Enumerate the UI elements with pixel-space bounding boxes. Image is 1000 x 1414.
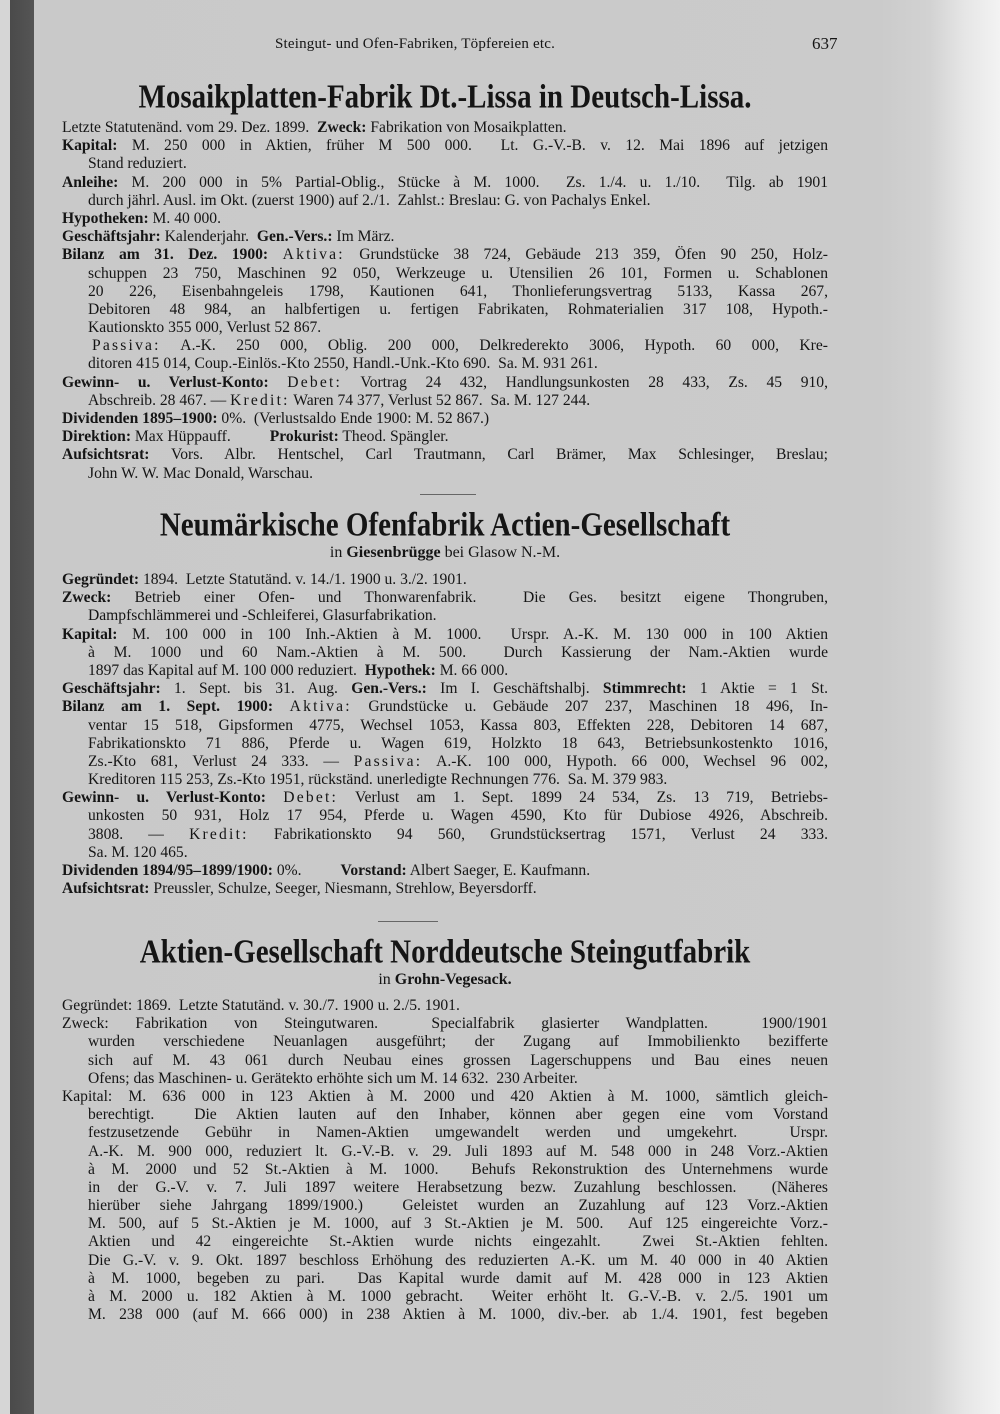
text-run: à M. 2000 u. 182 Aktien à M. 1000 gebracht. Weiter erhöht lt. G.-V.-B. v. 2./5. 1901 um xyxy=(88,1288,828,1305)
text-line xyxy=(62,807,828,825)
entry-paragraph xyxy=(62,446,828,482)
company-title: Aktien-Gesellschaft Norddeutsche Steingutfabrik xyxy=(139,933,751,971)
text-run: Kreditoren 115 253, Zs.-Kto 1951, rückständ. unerledigte Rechnungen 776. Sa. M. 379 983. xyxy=(88,771,668,789)
entry-paragraph xyxy=(62,246,828,337)
text-run: Ofens; das Maschinen- u. Gerätekto erhöhte sich um M. 14 632. 230 Arbeiter. xyxy=(88,1069,578,1087)
text-run: à M. 1000 und 60 Nam.-Aktien à M. 500. Durch Kassierung der Nam.-Aktien wurde xyxy=(88,643,828,661)
text-line xyxy=(62,644,828,662)
text-line xyxy=(62,589,828,607)
text-line xyxy=(62,1143,828,1161)
text-run: Stand reduziert. xyxy=(88,155,187,173)
text-run: Fabrikationskto 94 560, Grundstücksertrag 1571, Verlust 24 333. xyxy=(248,825,828,843)
field-label: Hypothek: xyxy=(364,661,436,679)
text-run: M. 238 000 (auf M. 666 000) in 238 Aktien à M. 1000, div.-ber. ab 1./4. 1901, fest begeben xyxy=(88,1306,828,1324)
company-entry-norddeutsche xyxy=(62,933,828,1324)
field-label: Gewinn- u. Verlust-Konto: xyxy=(62,373,269,391)
text-run: Albert Saeger, E. Kaufmann. xyxy=(406,862,591,879)
text-run: unkosten 50 931, Holz 17 954, Pferde u. Wagen 4590, Kto für Dubiose 4926, Abschreib. xyxy=(88,807,828,825)
field-label: Geschäftsjahr: xyxy=(62,228,161,246)
entry-paragraph xyxy=(62,374,828,410)
text-run: Waren 74 377, Verlust 52 867. Sa. M. 127 244. xyxy=(289,391,591,409)
field-label: Vorstand: xyxy=(340,862,407,879)
text-run: Letzte Statutenänd. vom 29. Dez. 1899. xyxy=(62,119,318,136)
text-line xyxy=(62,735,828,753)
text-line xyxy=(62,826,828,844)
text-run: Grundstücke 38 724, Gebäude 213 359, Öfen 90 250, Holz- xyxy=(344,246,828,264)
text-run: ventar 15 518, Gipsformen 4775, Wechsel 1053, Kassa 803, Effekten 228, Debitoren 14 687, xyxy=(88,716,828,734)
field-label: Kapital: xyxy=(62,137,118,155)
running-head: Steingut- und Ofen-Fabriken, Töpfereien etc. xyxy=(274,36,556,52)
entry-paragraph xyxy=(62,1088,828,1324)
text-line xyxy=(62,174,828,192)
text-line xyxy=(62,680,828,698)
field-label: Prokurist: xyxy=(269,428,339,446)
text-run: 1894. Letzte Statutänd. v. 14./1. 1900 u. 3./2. 1901. xyxy=(139,571,467,588)
text-line xyxy=(62,662,828,680)
text-run: Zweck: Fabrikation von Steingutwaren. Specialfabrik glasierter Wandplatten. 1900/1901 xyxy=(62,1015,828,1033)
text-line xyxy=(62,428,828,446)
text-run: John W. W. Mac Donald, Warschau. xyxy=(88,464,313,482)
text-line xyxy=(62,771,828,789)
spaced-label: Passiva: xyxy=(353,752,423,770)
text-line xyxy=(62,1124,828,1142)
spaced-label: Aktiva: xyxy=(282,246,345,264)
text-run: Dampfschlämmerei und -Schleiferei, Glasurfabrikation. xyxy=(88,607,437,625)
text-run xyxy=(273,698,290,715)
text-line xyxy=(62,337,828,355)
field-label: Hypotheken: xyxy=(62,209,149,227)
text-line xyxy=(62,410,828,428)
text-run: Kapital: M. 636 000 in 123 Aktien à M. 2000 und 420 Aktien à M. 1000, sämtlich gleich- xyxy=(62,1087,828,1105)
entry-paragraph xyxy=(62,174,828,210)
field-label: Grohn-Vegesack. xyxy=(394,971,512,988)
text-run: festzusetzende Gebühr in Namen-Aktien umgewandelt werden und umgekehrt. Urspr. xyxy=(88,1124,828,1142)
text-run: M. 100 000 in 100 Inh.-Aktien à M. 1000. Urspr. A.-K. M. 130 000 in 100 Aktien xyxy=(117,625,828,643)
text-line xyxy=(62,1252,828,1270)
text-run: Vors. Albr. Hentschel, Carl Trautmann, Carl Brämer, Max Schlesinger, Breslau; xyxy=(149,446,828,464)
text-run: in xyxy=(378,971,395,988)
entry-paragraph xyxy=(62,626,828,681)
text-line xyxy=(62,446,828,464)
spaced-label: Aktiva: xyxy=(289,698,352,716)
field-label: Giesenbrügge xyxy=(346,544,441,561)
text-run: Vortrag 24 432, Handlungsunkosten 28 433, Zs. 45 910, xyxy=(342,373,828,391)
text-run: schuppen 23 750, Maschinen 92 050, Werkzeuge u. Utensilien 26 101, Formen u. Schablonen xyxy=(88,264,828,282)
spaced-label: Kredit: xyxy=(189,825,249,843)
text-line xyxy=(62,1233,828,1251)
text-run xyxy=(268,246,283,263)
text-run: Im I. Geschäftshalbj. xyxy=(426,680,603,698)
field-label: Kapital: xyxy=(62,625,118,643)
company-location xyxy=(62,542,828,564)
text-line xyxy=(62,997,828,1015)
text-line xyxy=(62,246,828,264)
field-label: Zweck: xyxy=(317,119,367,136)
text-run: M. 66 000. xyxy=(435,661,509,679)
text-run: Gegründet: 1869. Letzte Statutänd. v. 30./7. 1900 u. 2./5. 1901. xyxy=(62,997,460,1014)
text-run: Grundstücke u. Gebäude 207 237, Maschinen 18 496, In- xyxy=(351,698,828,716)
text-line xyxy=(62,1088,828,1106)
text-run: M. 200 000 in 5% Partial-Oblig., Stücke à M. 1000. Zs. 1./4. u. 1./10. Tilg. ab 1901 xyxy=(118,173,828,191)
text-line xyxy=(62,753,828,771)
field-label: Direktion: xyxy=(62,428,132,446)
text-line xyxy=(62,374,828,392)
text-run xyxy=(266,789,283,806)
text-line xyxy=(62,265,828,283)
spaced-label: Debet: xyxy=(287,373,343,391)
text-line xyxy=(62,1015,828,1033)
entry-paragraph xyxy=(62,862,828,880)
text-line xyxy=(62,571,828,589)
entry-paragraph xyxy=(62,680,828,698)
text-run: Verlust am 1. Sept. 1899 24 534, Zs. 13 719, Betriebs- xyxy=(338,789,829,807)
text-run: Fabrikation von Mosaikplatten. xyxy=(366,119,567,136)
text-run: Im März. xyxy=(332,228,395,246)
text-line xyxy=(62,862,828,880)
text-run: A.-K. M. 900 000, reduziert lt. G.-V.-B. v. 29. Juli 1893 auf M. 548 000 in 248 Vorz.-Aktien xyxy=(88,1142,828,1160)
text-line xyxy=(62,137,828,155)
text-line xyxy=(62,1161,828,1179)
text-run: sich auf M. 43 061 durch Neubau eines grossen Lagerschuppens und Bau eines neuen xyxy=(88,1051,828,1069)
company-title: Neumärkische Ofenfabrik Actien-Gesellschaft xyxy=(159,506,731,544)
company-entry-neumaerkische xyxy=(62,506,829,898)
text-line xyxy=(62,1288,828,1306)
text-run: ditoren 415 014, Coup.-Einlös.-Kto 2550, Handl.-Unk.-Kto 690. Sa. M. 931 261. xyxy=(88,355,598,373)
text-line xyxy=(62,283,828,301)
text-run: 0%. (Verlustsaldo Ende 1900: M. 52 867.) xyxy=(217,410,490,427)
field-label: Aufsichtsrat: xyxy=(62,446,150,464)
text-run: M. 40 000. xyxy=(148,209,221,227)
text-run: Betrieb einer Ofen- und Thonwarenfabrik. Die Ges. besitzt eigene Thongruben, xyxy=(111,589,828,607)
entry-paragraph xyxy=(62,428,828,446)
text-run: Sa. M. 120 465. xyxy=(88,843,188,861)
text-line xyxy=(62,717,828,735)
text-line xyxy=(62,355,828,373)
text-run: 1897 das Kapital auf M. 100 000 reduziert. xyxy=(88,661,365,679)
text-run: 1. Sept. bis 31. Aug. xyxy=(160,680,352,698)
company-entry-mosaikplatten xyxy=(62,78,828,482)
field-label: Gewinn- u. Verlust-Konto: xyxy=(62,789,266,807)
text-run: A.-K. 100 000, Hypoth. 66 000, Wechsel 96 002, xyxy=(422,752,828,770)
spaced-label: Debet: xyxy=(283,789,339,807)
text-run: in der G.-V. v. 7. Juli 1897 weitere Herabsetzung bezw. Zuzahlung beschlossen. (Näheres xyxy=(88,1178,828,1196)
text-line xyxy=(62,210,828,228)
text-run: 0%. xyxy=(272,862,341,879)
field-label: Geschäftsjahr: xyxy=(62,680,161,698)
text-line xyxy=(62,192,828,210)
text-run: 20 226, Eisenbahngeleis 1798, Kautionen 641, Thonlieferungsvertrag 5133, Kassa 267, xyxy=(88,282,828,300)
text-line xyxy=(62,228,828,246)
company-title: Mosaikplatten-Fabrik Dt.-Lissa in Deutsch-Lissa. xyxy=(138,78,752,116)
text-line xyxy=(62,607,828,625)
text-line xyxy=(62,119,828,137)
text-run: Kalenderjahr. xyxy=(160,228,257,246)
text-run: bei Glasow N.-M. xyxy=(440,544,561,561)
field-label: Stimmrecht: xyxy=(602,680,687,698)
text-run: hierüber siehe Jahrgang 1899/1900.) Geleistet wurden an Zuzahlung auf 123 Vorz.-Aktien xyxy=(88,1197,828,1215)
entry-paragraph xyxy=(62,997,828,1015)
entry-paragraph xyxy=(62,119,828,137)
company-location xyxy=(62,969,828,991)
text-line xyxy=(62,1106,828,1124)
text-run: Max Hüppauff. xyxy=(131,428,270,446)
text-line xyxy=(62,319,828,337)
field-label: Zweck: xyxy=(62,589,112,607)
entry-paragraph xyxy=(62,228,828,246)
entry-paragraph xyxy=(62,1015,828,1088)
text-run: M. 250 000 in Aktien, früher M 500 000. Lt. G.-V.-B. v. 12. Mai 1896 auf jetzigen xyxy=(117,137,828,155)
text-run: Preussler, Schulze, Seeger, Niesmann, Strehlow, Beyersdorff. xyxy=(149,880,537,898)
text-run: Debitoren 48 984, an halbfertigen u. fertigen Fabrikaten, Rohmaterialien 317 108, Hypoth.- xyxy=(88,300,828,318)
text-line xyxy=(62,789,828,807)
text-line xyxy=(62,1270,828,1288)
text-line xyxy=(62,1215,828,1233)
entry-paragraph xyxy=(62,571,828,589)
entry-paragraph xyxy=(62,410,828,428)
text-run: in xyxy=(329,544,347,561)
text-run: Kautionskto 355 000, Verlust 52 867. xyxy=(88,319,322,337)
text-run: durch jährl. Ausl. im Okt. (zuerst 1900) auf 2./1. Zahlst.: Breslau: G. von Pachalys Enkel. xyxy=(88,191,651,209)
text-line xyxy=(62,626,828,644)
text-line xyxy=(62,844,828,862)
field-label: Gegründet: xyxy=(62,571,140,588)
field-label: Dividenden 1895–1900: xyxy=(62,410,218,427)
text-run: Abschreib. 28 467. — xyxy=(88,391,231,409)
text-run: Fabrikationskto 71 886, Pferde u. Wagen 619, Holzkto 18 643, Betriebsunkostenkto 1016, xyxy=(88,734,828,752)
text-line xyxy=(62,1197,828,1215)
text-run: à M. 2000 und 52 St.-Aktien à M. 1000. Behufs Rekonstruktion des Unternehmens wurde xyxy=(88,1160,828,1178)
field-label: Aufsichtsrat: xyxy=(62,880,150,898)
spaced-label: Kredit: xyxy=(230,391,290,409)
section-divider xyxy=(420,494,476,495)
text-run: 1 Aktie = 1 St. xyxy=(686,680,828,698)
entry-paragraph xyxy=(62,589,828,625)
text-line xyxy=(62,301,828,319)
field-label: Anleihe: xyxy=(62,173,119,191)
spaced-label: Passiva: xyxy=(92,337,161,355)
text-line xyxy=(62,1306,828,1324)
entry-paragraph xyxy=(62,337,828,373)
text-run: M. 500, auf 5 St.-Aktien je M. 1000, auf 3 St.-Aktien je M. 500. Auf 125 eingereichte Vorz.- xyxy=(88,1215,828,1233)
text-run: 3808. — xyxy=(88,825,190,843)
text-line xyxy=(62,392,828,410)
text-run xyxy=(269,374,288,391)
text-line xyxy=(62,1033,828,1051)
page-number: 637 xyxy=(812,34,838,53)
section-divider xyxy=(378,921,438,922)
field-label: Gen.-Vers.: xyxy=(256,228,333,246)
text-run: Aktien und 42 eingereichte St.-Aktien wurde nichts eingezahlt. Zwei St.-Aktien fehlten. xyxy=(88,1233,828,1251)
field-label: Gen.-Vers.: xyxy=(351,680,427,698)
text-line xyxy=(62,880,828,898)
text-run: berechtigt. Die Aktien lauten auf den Inhaber, können aber gegen eine vom Vorstand xyxy=(88,1106,828,1124)
text-line xyxy=(62,698,828,716)
text-line xyxy=(62,465,828,483)
field-label: Dividenden 1894/95–1899/1900: xyxy=(62,862,273,879)
entry-paragraph xyxy=(62,698,828,789)
text-run: à M. 1000, begeben zu pari. Das Kapital wurde damit auf M. 428 000 in 123 Aktien xyxy=(88,1269,828,1287)
text-line xyxy=(62,1052,828,1070)
text-run: Zs.-Kto 681, Verlust 24 333. — xyxy=(88,752,354,770)
field-label: Bilanz am 31. Dez. 1900: xyxy=(62,246,269,264)
text-line xyxy=(62,1179,828,1197)
field-label: Bilanz am 1. Sept. 1900: xyxy=(62,698,274,716)
text-run: Die G.-V. v. 9. Okt. 1897 beschloss Erhöhung des reduzierten A.-K. um M. 40 000 in 40 Aktien xyxy=(88,1251,828,1269)
text-line xyxy=(62,155,828,173)
entry-paragraph xyxy=(62,210,828,228)
entry-paragraph xyxy=(62,789,828,862)
text-run: Theod. Spängler. xyxy=(338,428,449,446)
text-line xyxy=(62,1070,828,1088)
entry-paragraph xyxy=(62,137,828,173)
text-run: wurden verschiedene Neuanlagen ausgeführt; der Zugang auf Immobilienkto bezifferte xyxy=(88,1033,828,1051)
entry-paragraph xyxy=(62,880,828,898)
text-run: A.-K. 250 000, Oblig. 200 000, Delkrederekto 3006, Hypoth. 60 000, Kre- xyxy=(160,337,828,355)
